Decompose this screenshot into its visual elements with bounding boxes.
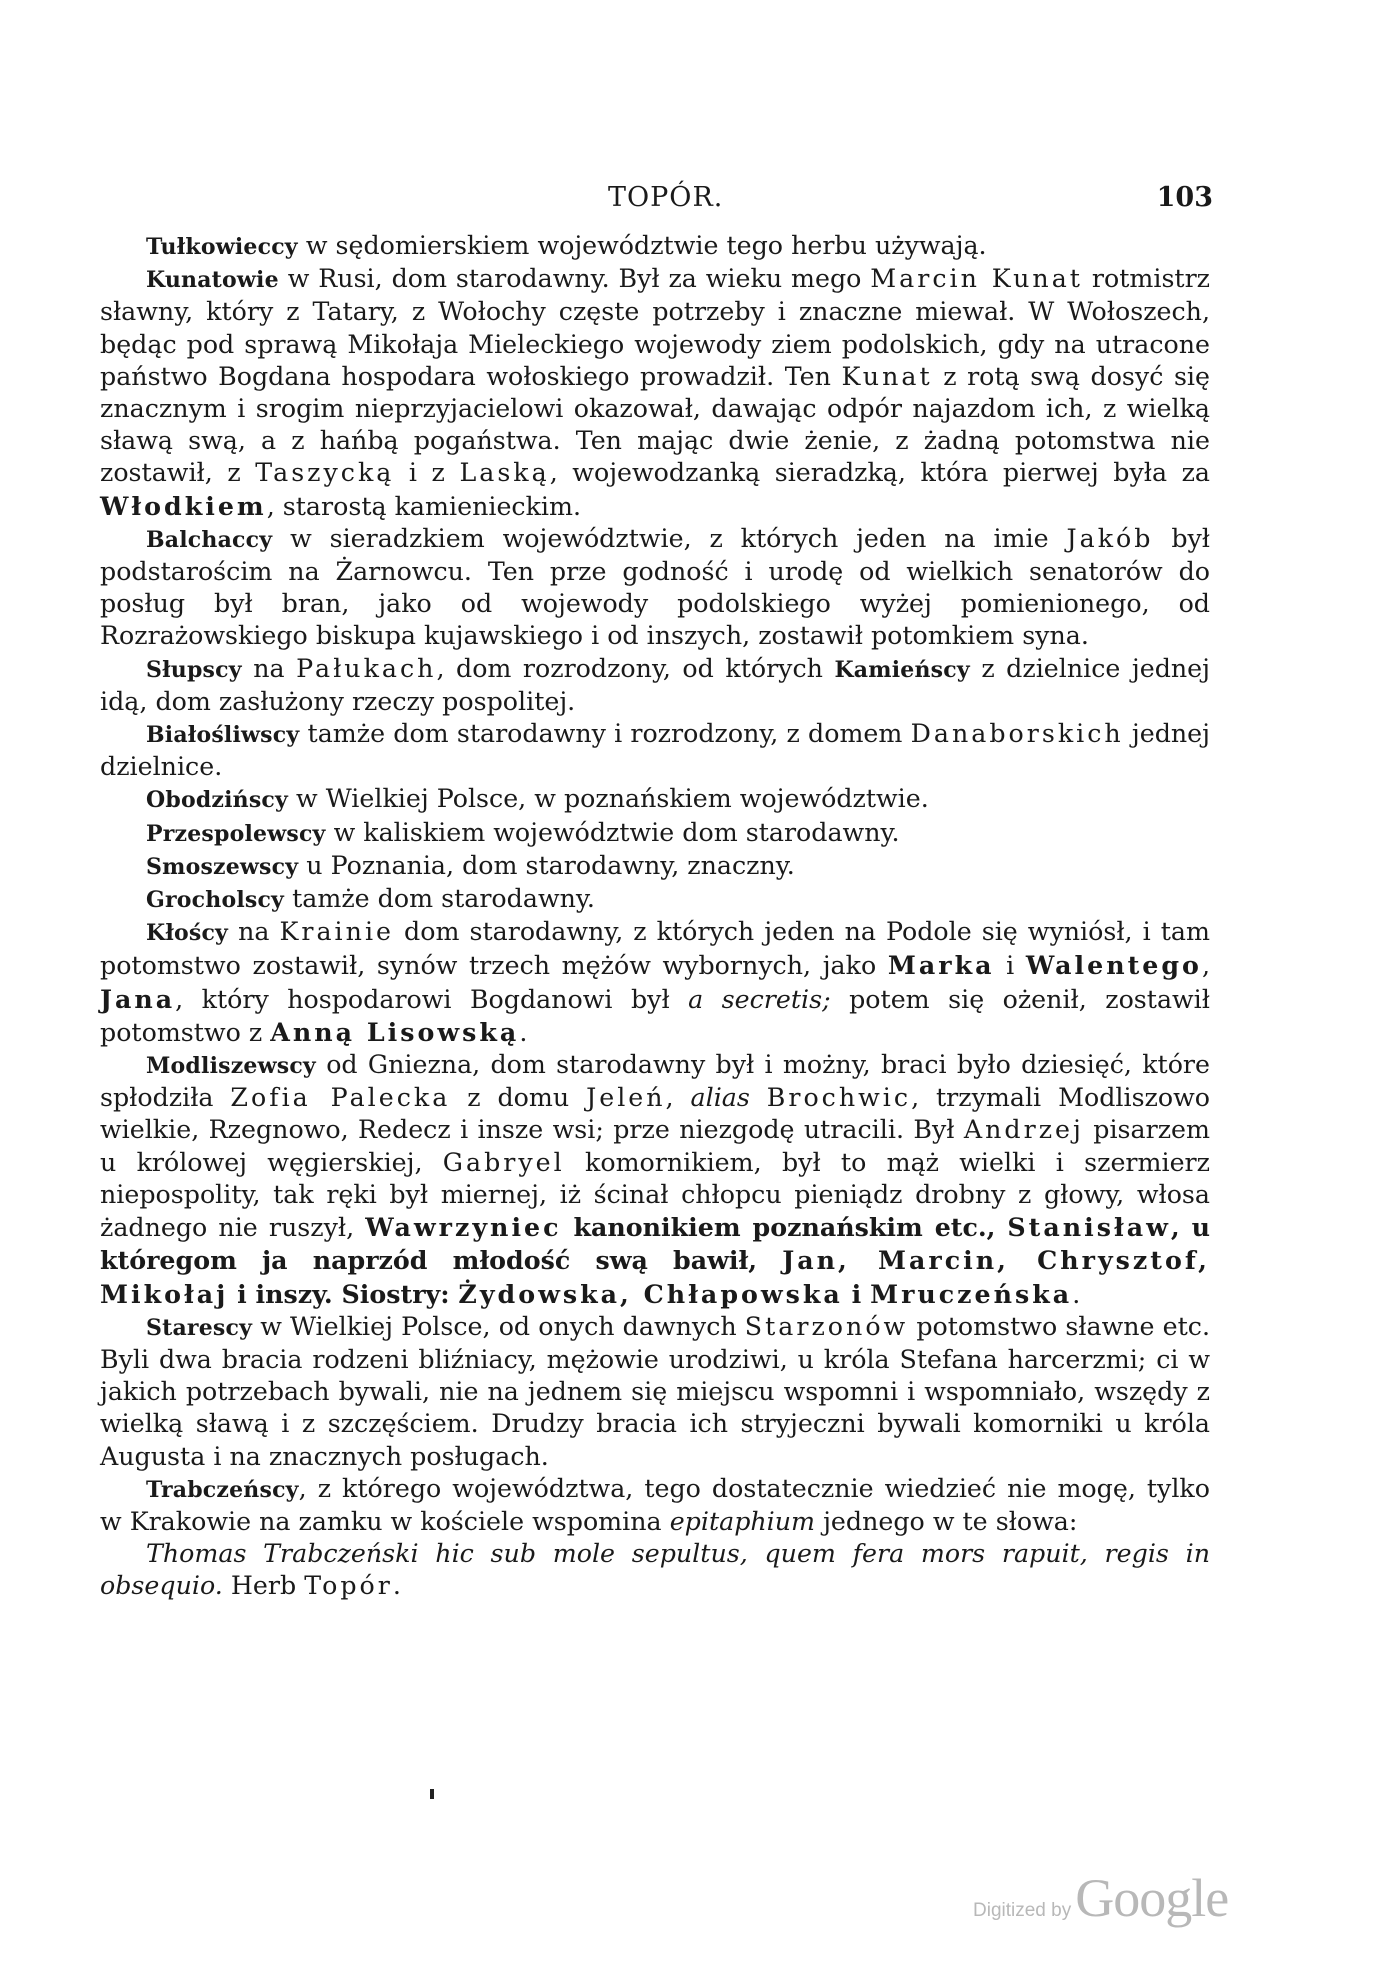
spaced-name: Krainie (279, 917, 395, 947)
text: rotmistrz sławny, który z Tatary, z Wołochy częste potrzeby i znaczne miewał. W Wołoszech, będąc pod sprawą Mikołaja Mieleckiego wojewody ziem podolskich, gdy na utracone państwo Bogdana hospodara wołoskiego prowadził. Ten (100, 264, 1211, 391)
text: w Rusi, dom starodawny. Był za wieku mego (278, 264, 871, 294)
text: w kaliskiem województwie dom starodawny. (325, 817, 900, 847)
spaced-name: Marcin Kunat (870, 264, 1083, 294)
family-name: Modliszewscy (146, 1053, 316, 1080)
family-name: Przespolewscy (146, 820, 326, 847)
spaced-name: Zofia Palecka (230, 1083, 451, 1113)
text: potem się ożenił, zostawił potomstwo z (100, 984, 1210, 1047)
spaced-name: Danaborskich (910, 719, 1124, 749)
text: jednego w te słowa: (815, 1506, 1078, 1536)
text: tamże dom starodawny. (284, 884, 595, 914)
google-watermark (973, 1867, 1228, 1929)
text: był podstarościm na Żarnowcu. Ten prze godność i urodę od wielkich senatorów do posług był bran, jako od wojewody podolskiego wyżej pomienionego, od Rozrażowskiego biskupa kujawskiego i od inszych, zostawił potomkiem syna. (100, 523, 1211, 651)
page-number: 103 (1156, 182, 1213, 213)
spaced-name: Starzonów (744, 1311, 909, 1341)
family-name: Grocholscy (146, 887, 285, 914)
text: na (228, 917, 280, 947)
page-header (100, 180, 1213, 230)
text: z rotą swą dosyć się znacznym i srogim nieprzyjacielowi okazował, dawając odpór najazdom ich, z wielką sławą swą, a z hańbą pogaństwa. Ten mając dwie żenie, z żadną potomstwa nie zostawił, z (100, 361, 1210, 488)
family-name: Starescy (146, 1314, 253, 1341)
spaced-name: Jeleń (586, 1083, 666, 1113)
text: , (665, 1083, 691, 1113)
text: , który hospodarowi Bogdanowi był (175, 984, 689, 1014)
spaced-name: Pałukach (296, 653, 437, 683)
paragraph (100, 230, 1210, 263)
text: i inszy. Siostry: (228, 1278, 459, 1309)
paragraph (100, 263, 1210, 523)
text: w sieradzkiem województwie, z których jeden na imie (272, 523, 1067, 553)
text: i z (394, 458, 460, 488)
text: u Poznania, dom starodawny, znaczny. (298, 850, 795, 880)
spaced-name: Mruczeńska (870, 1278, 1073, 1309)
italic-text: alias (690, 1083, 750, 1113)
paragraph (100, 653, 1210, 718)
family-name: Smoszewscy (146, 853, 299, 880)
spaced-name: Jan, Marcin, Chrysztof, Mikołaj (100, 1245, 1210, 1309)
text: komornikiem, był to mąż wielki i szermierz niepospolity, tak ręki był miernej, iż ścinał chłopcu pieniądz drobny z głowy, włosa żadnego nie ruszył, (100, 1147, 1210, 1243)
spaced-name: Anną Lisowską (270, 1016, 520, 1047)
text: pisarzem u królowej węgierskiej, (100, 1115, 1210, 1177)
text: Herb (222, 1571, 305, 1601)
text: z dzielnice jednej idą, dom zasłużony rzeczy pospolitej. (100, 653, 1210, 716)
paragraph (100, 850, 1210, 883)
text: z domu (450, 1083, 587, 1113)
paragraph (100, 523, 1210, 653)
text: , starostą kamienieckim. (266, 491, 582, 521)
text: . (392, 1571, 401, 1601)
text: , (1201, 951, 1210, 981)
watermark-small-text: Digitized by (973, 1900, 1072, 1921)
text: dom starodawny, z których jeden na Podole się wyniósł, i tam potomstwo zostawił, synów trzech mężów wybornych, jako (100, 917, 1210, 981)
page (100, 180, 1213, 1603)
text: jednej dzielnice. (100, 719, 1210, 782)
paragraph (100, 817, 1210, 850)
google-logo: Google (1075, 1868, 1229, 1928)
text: , z którego województwa, tego dostatecznie wiedzieć nie mogę, tylko w Krakowie na zamku w kościele wspomina (100, 1473, 1210, 1536)
text: . (519, 1017, 528, 1047)
text: kanonikiem poznańskim etc., (561, 1212, 1008, 1243)
family-name: Tułkowieccy (146, 234, 298, 260)
text: , u któregom ja naprzód młodość swą bawił, (100, 1212, 1210, 1276)
text: w Wielkiej Polsce, w poznańskiem województwie. (288, 784, 929, 814)
family-name: Słupscy (146, 656, 242, 683)
paragraph (100, 1311, 1210, 1473)
ink-speck (430, 1789, 434, 1799)
spaced-name: Brochwic (766, 1083, 912, 1113)
family-name: Kłoścy (146, 920, 229, 947)
paragraph (100, 1473, 1210, 1538)
spaced-name: Jana (100, 983, 176, 1014)
text: w sędomierskiem województwie tego herbu używają. (297, 231, 987, 260)
body-text (100, 230, 1210, 1603)
spaced-name: Taszycką (255, 458, 395, 488)
text (750, 1083, 767, 1112)
italic-text: a secretis; (688, 984, 831, 1014)
spaced-name: Laską (459, 458, 550, 488)
spaced-name: Marka (887, 950, 995, 981)
spaced-name: Żydowska, Chłapowska (458, 1278, 843, 1309)
spaced-name: Wawrzyniec (365, 1212, 562, 1243)
family-name: Trabczeńscy (146, 1476, 299, 1503)
text: od Gniezna, dom starodawny był i możny, braci było dziesięć, które spłodziła (100, 1050, 1210, 1113)
text: . (1072, 1279, 1081, 1309)
paragraph (100, 916, 1210, 1049)
spaced-name: Andrzej (963, 1115, 1084, 1145)
epitaph-text: Thomas Trabczeński hic sub mole sepultus, quem fera mors rapuit, regis in obsequio. (100, 1539, 1210, 1601)
text: , wojewodzanką sieradzką, która pierwej była za (549, 458, 1211, 488)
family-name: Kunatowie (146, 267, 279, 294)
text: , dom rozrodzony, od których (436, 653, 835, 683)
paragraph (100, 783, 1210, 816)
family-name: Obodzińscy (146, 787, 289, 814)
family-name: Balchaccy (146, 526, 273, 553)
paragraph (100, 883, 1210, 916)
text: , trzymali Modliszowo wielkie, Rzegnowo, Redecz i insze wsi; prze niezgodę utracili. Był (100, 1083, 1210, 1145)
text: potomstwo sławne etc. Byli dwa bracia rodzeni bliźniacy, mężowie urodziwi, u króla Stefana harcerzmi; ci w jakich potrzebach bywali, nie na jednem się miejscu wspomni i wspomniało, wszędy z wielką sławą i z szczęściem. Drudzy bracia ich stryjeczni bywali komorniki u króla Augusta i na znacznych posługach. (100, 1311, 1210, 1471)
family-name: Białośliwscy (146, 722, 300, 749)
family-name: Kamieńscy (834, 656, 970, 683)
text: i (842, 1278, 871, 1309)
running-head: TOPÓR. (608, 182, 724, 213)
spaced-name: Włodkiem (100, 490, 267, 521)
paragraph (100, 1049, 1210, 1311)
spaced-name: Jakób (1066, 523, 1154, 553)
spaced-name: Kunat (841, 361, 933, 391)
text: i (994, 951, 1026, 981)
paragraph (100, 718, 1210, 783)
spaced-name: Walentego (1025, 950, 1202, 981)
italic-text: epitaphium (669, 1506, 816, 1536)
spaced-name: Gabryel (442, 1147, 565, 1177)
spaced-name: Stanisław (1007, 1212, 1171, 1243)
text: tamże dom starodawny i rozrodzony, z domem (299, 719, 911, 749)
epitaph (100, 1538, 1210, 1602)
text: na (241, 653, 297, 683)
text: w Wielkiej Polsce, od onych dawnych (252, 1311, 745, 1341)
spaced-name: Topór (304, 1571, 393, 1601)
